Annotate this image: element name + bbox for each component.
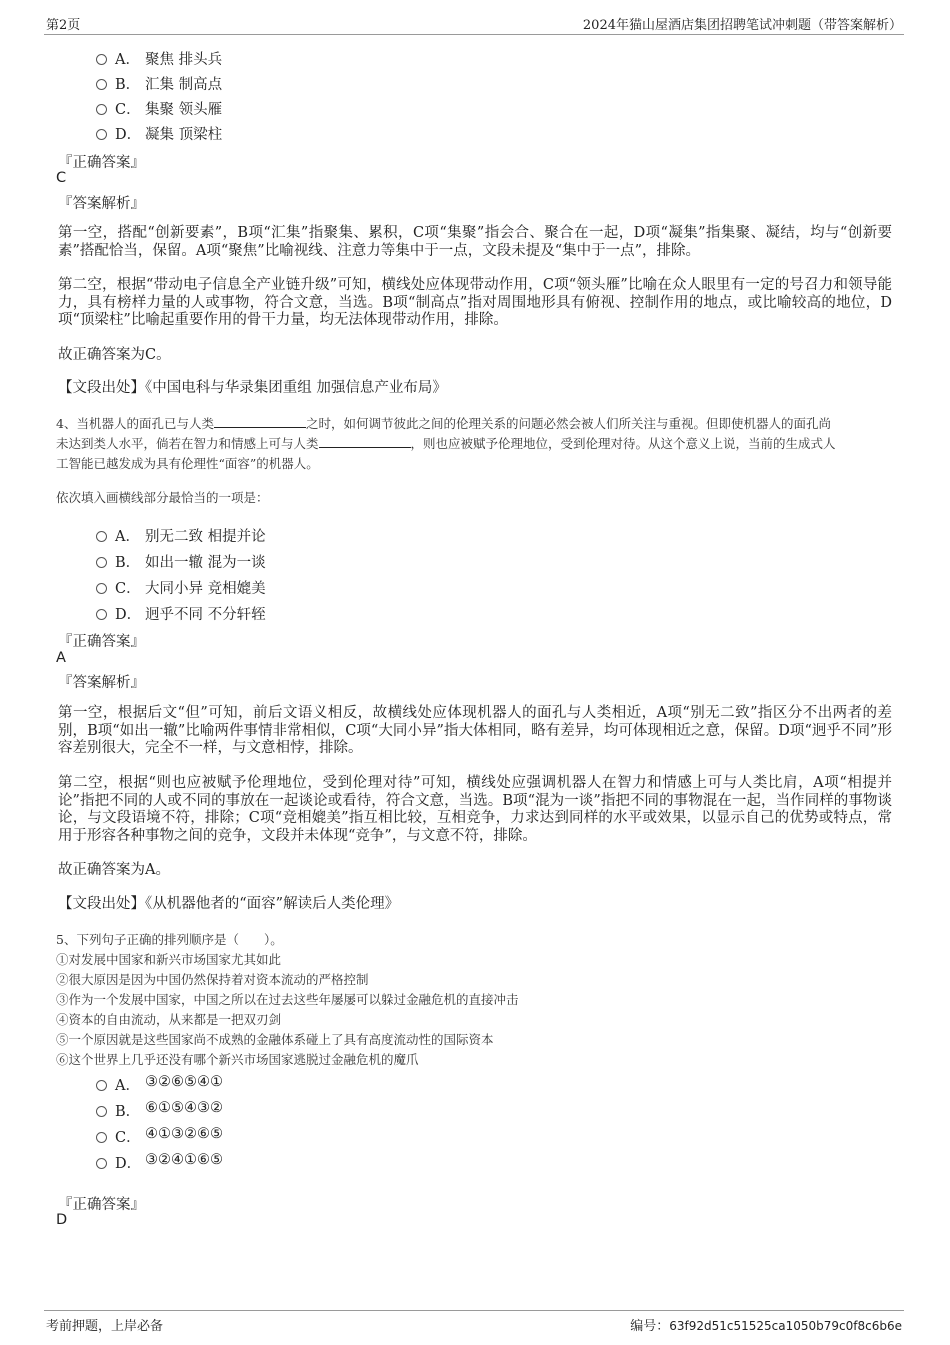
q5-sentence-3: ③作为一个发展中国家，中国之所以在过去这些年屡屡可以躲过金融危机的直接冲击 [56, 992, 519, 1007]
q5-stem: 5、下列句子正确的排列顺序是（ ）。 [56, 932, 283, 947]
radio-icon[interactable] [96, 104, 107, 115]
radio-icon[interactable] [96, 609, 107, 620]
footer-slogan: 考前押题，上岸必备 [46, 1319, 164, 1334]
q3-analysis-p1: 第一空，搭配“创新要素”，B项“汇集”指聚集、累积，C项“集聚”指会合、聚合在一起，D项“凝集”指集聚、凝结，均与“创新要素”搭配恰当，保留。A项“聚焦”比喻视线、注意力等集中于一点，文段未提及“集中于一点”，排除。 [58, 225, 892, 259]
q3-analysis-label: 『答案解析』 [58, 196, 145, 212]
radio-icon[interactable] [96, 1106, 107, 1117]
radio-icon[interactable] [96, 79, 107, 90]
radio-icon[interactable] [96, 1158, 107, 1169]
q5-answer: D [56, 1212, 68, 1228]
radio-icon[interactable] [96, 129, 107, 140]
q5-sentence-5: ⑤一个原因就是这些国家尚不成熟的金融体系碰上了具有高度流动性的国际资本 [56, 1032, 494, 1047]
q4-blank-2 [319, 436, 411, 448]
radio-icon[interactable] [96, 54, 107, 65]
q3-source: 【文段出处】《中国电科与华录集团重组 加强信息产业布局》 [58, 380, 447, 396]
radio-icon[interactable] [96, 531, 107, 542]
q3-analysis-p3: 故正确答案为C。 [58, 347, 171, 363]
q3-answer: C [56, 170, 67, 186]
q4-analysis-p2: 第二空，根据“则也应被赋予伦理地位，受到伦理对待”可知，横线处应强调机器人在智力和情感上可与人类比肩，A项“相提并论”指把不同的人或不同的事放在一起谈论或看待，符合文意，当选。B项“混为一谈”指把不同的事物混在一起，当作同样的事物谈论，与文段语境不符，排除；C项“竞相媲美”指互相比较，互相竞争，力求达到同样的水平或效果，以显示自己的优势或特点，常用于形容各种事物之间的竞争，文段并未体现“竞争”，与文意不符，排除。 [58, 775, 892, 844]
radio-icon[interactable] [96, 583, 107, 594]
radio-icon[interactable] [96, 1080, 107, 1091]
q5-sentence-6: ⑥这个世界上几乎还没有哪个新兴市场国家逃脱过金融危机的魔爪 [56, 1052, 419, 1067]
q4-analysis-p3: 故正确答案为A。 [58, 862, 170, 878]
q4-analysis-p1: 第一空，根据后文“但”可知，前后文语义相反，故横线处应体现机器人的面孔与人类相近，A项“别无二致”指区分不出两者的差别，B项“如出一辙”比喻两件事情非常相似，C项“大同小异”指大体相同，略有差异，均可体现相近之意，保留。D项“迥乎不同”形容差别很大，完全不一样，与文意相悖，排除。 [58, 705, 892, 756]
document-title: 2024年猫山屋酒店集团招聘笔试冲刺题（带答案解析） [582, 18, 902, 33]
q5-sentence-4: ④资本的自由流动，从来都是一把双刃剑 [56, 1012, 282, 1027]
page-footer [44, 1310, 904, 1335]
page-number: 第2页 [46, 18, 81, 33]
q5-answer-label: 『正确答案』 [58, 1197, 145, 1213]
page-header [44, 14, 904, 35]
q5-sentence-2: ②很大原因是因为中国仍然保持着对资本流动的严格控制 [56, 972, 369, 987]
radio-icon[interactable] [96, 557, 107, 568]
q4-prompt: 依次填入画横线部分最恰当的一项是： [56, 490, 269, 505]
q4-analysis-label: 『答案解析』 [58, 675, 145, 691]
q4-stem: 4、当机器人的面孔已与人类 之时，如何调节彼此之间的伦理关系的问题必然会被人们所关注与重视。但即使机器人的面孔尚 未达到类人水平，倘若在智力和情感上可与人类 ，则也应被赋予伦理地位，受到伦理对待。从这个意义上说，当前的生成式人 工智能已越发成为具有伦理性“面容”的机器人。 [56, 416, 836, 471]
footer-code: 编号：63f92d51c51525ca1050b79c0f8c6b6e [630, 1319, 902, 1334]
q4-answer: A [56, 650, 66, 666]
q4-answer-label: 『正确答案』 [58, 634, 145, 650]
q4-blank-1 [214, 416, 306, 428]
q3-answer-label: 『正确答案』 [58, 155, 145, 171]
radio-icon[interactable] [96, 1132, 107, 1143]
q3-analysis-p2: 第二空，根据“带动电子信息全产业链升级”可知，横线处应体现带动作用，C项“领头雁”比喻在众人眼里有一定的号召力和领导能力，具有榜样力量的人或事物，符合文意，当选。B项“制高点”指对周围地形具有俯视、控制作用的地点，或比喻较高的地位，D项“顶梁柱”比喻起重要作用的骨干力量，均无法体现带动作用，排除。 [58, 277, 892, 328]
q4-source: 【文段出处】《从机器他者的“面容”解读后人类伦理》 [58, 896, 400, 912]
q5-sentence-1: ①对发展中国家和新兴市场国家尤其如此 [56, 952, 282, 967]
